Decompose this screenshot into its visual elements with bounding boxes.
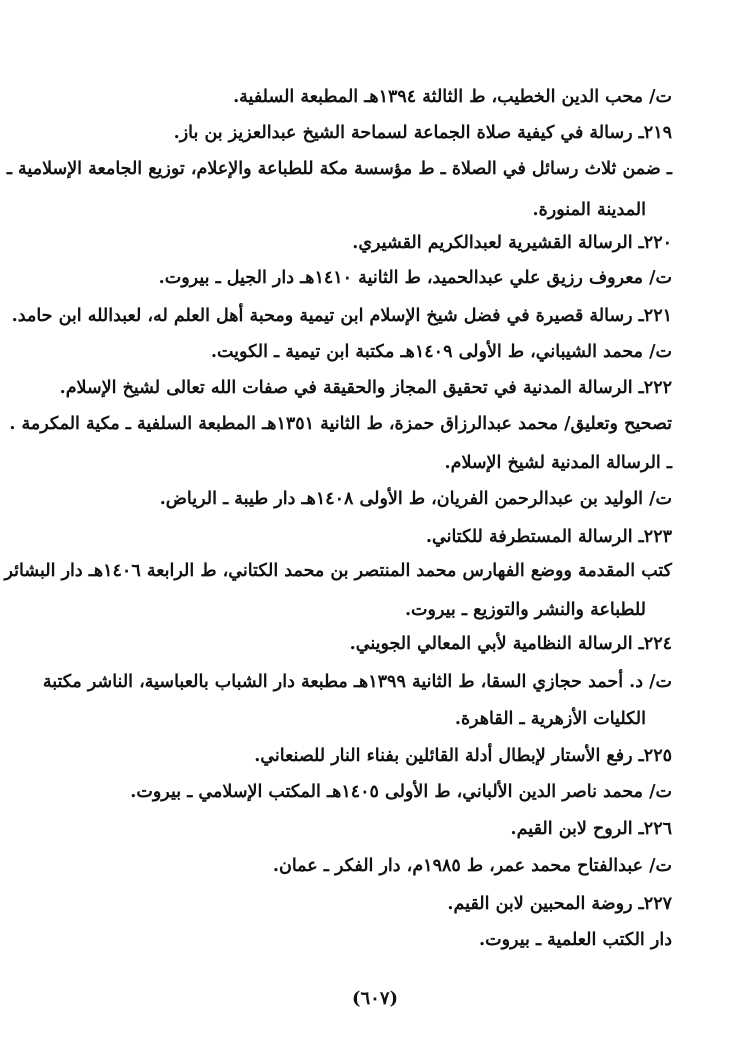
text-line: ٢٢٢ـ الرسالة المدنية في تحقيق المجاز والحقيقة في صفات الله تعالى لشيخ الإسلام. xyxy=(59,378,672,398)
text-line: ٢٢٤ـ الرسالة النظامية لأبي المعالي الجويني. xyxy=(349,634,672,654)
text-line: ت/ الوليد بن عبدالرحمن الفريان، ط الأولى ١٤٠٨هـ دار طيبة ـ الرياض. xyxy=(159,489,672,509)
text-line: المدينة المنورة. xyxy=(532,200,646,220)
page-number: (٦٠٧) xyxy=(351,988,399,1009)
text-line: ٢٢٧ـ روضة المحبين لابن القيم. xyxy=(447,894,672,914)
text-line: للطباعة والنشر والتوزيع ـ بيروت. xyxy=(404,600,646,620)
text-line: ت/ معروف رزيق علي عبدالحميد، ط الثانية ١٤١٠هـ دار الجيل ـ بيروت. xyxy=(158,268,672,288)
text-line: الكليات الأزهرية ـ القاهرة. xyxy=(454,709,646,729)
text-line: ت/ د. أحمد حجازي السقا، ط الثانية ١٣٩٩هـ مطبعة دار الشباب بالعباسية، الناشر مكتبة xyxy=(42,672,672,692)
text-line: ٢١٩ـ رسالة في كيفية صلاة الجماعة لسماحة الشيخ عبدالعزيز بن باز. xyxy=(173,123,672,143)
text-line: ـ ضمن ثلاث رسائل في الصلاة ـ ط مؤسسة مكة للطباعة والإعلام، توزيع الجامعة الإسلامية ـ xyxy=(6,159,672,179)
text-line: ٢٢٣ـ الرسالة المستطرفة للكتاني. xyxy=(425,527,672,547)
text-line: ت/ محمد ناصر الدين الألباني، ط الأولى ١٤٠٥هـ المكتب الإسلامي ـ بيروت. xyxy=(130,782,672,802)
text-line: ـ الرسالة المدنية لشيخ الإسلام. xyxy=(444,453,672,473)
text-line: تصحيح وتعليق/ محمد عبدالرزاق حمزة، ط الثانية ١٣٥١هـ المطبعة السلفية ـ مكية المكرمة . xyxy=(9,414,672,434)
text-line: ٢٢١ـ رسالة قصيرة في فضل شيخ الإسلام ابن تيمية ومحبة أهل العلم له، لعبدالله ابن حامد. xyxy=(11,306,672,326)
text-line: ٢٢٠ـ الرسالة القشيرية لعبدالكريم القشيري. xyxy=(352,233,672,253)
text-line: دار الكتب العلمية ـ بيروت. xyxy=(479,930,672,950)
text-line: ٢٢٥ـ رفع الأستار لإبطال أدلة القائلين بفناء النار للصنعاني. xyxy=(254,746,672,766)
text-line: ت/ محب الدين الخطيب، ط الثالثة ١٣٩٤هـ المطبعة السلفية. xyxy=(233,87,672,107)
text-line: ٢٢٦ـ الروح لابن القيم. xyxy=(510,819,672,839)
text-line: كتب المقدمة ووضع الفهارس محمد المنتصر بن محمد الكتاني، ط الرابعة ١٤٠٦هـ دار البشائر xyxy=(4,561,672,581)
text-line: ت/ عبدالفتاح محمد عمر، ط ١٩٨٥م، دار الفكر ـ عمان. xyxy=(272,856,672,876)
text-line: ت/ محمد الشيباني، ط الأولى ١٤٠٩هـ مكتبة ابن تيمية ـ الكويت. xyxy=(210,342,672,362)
